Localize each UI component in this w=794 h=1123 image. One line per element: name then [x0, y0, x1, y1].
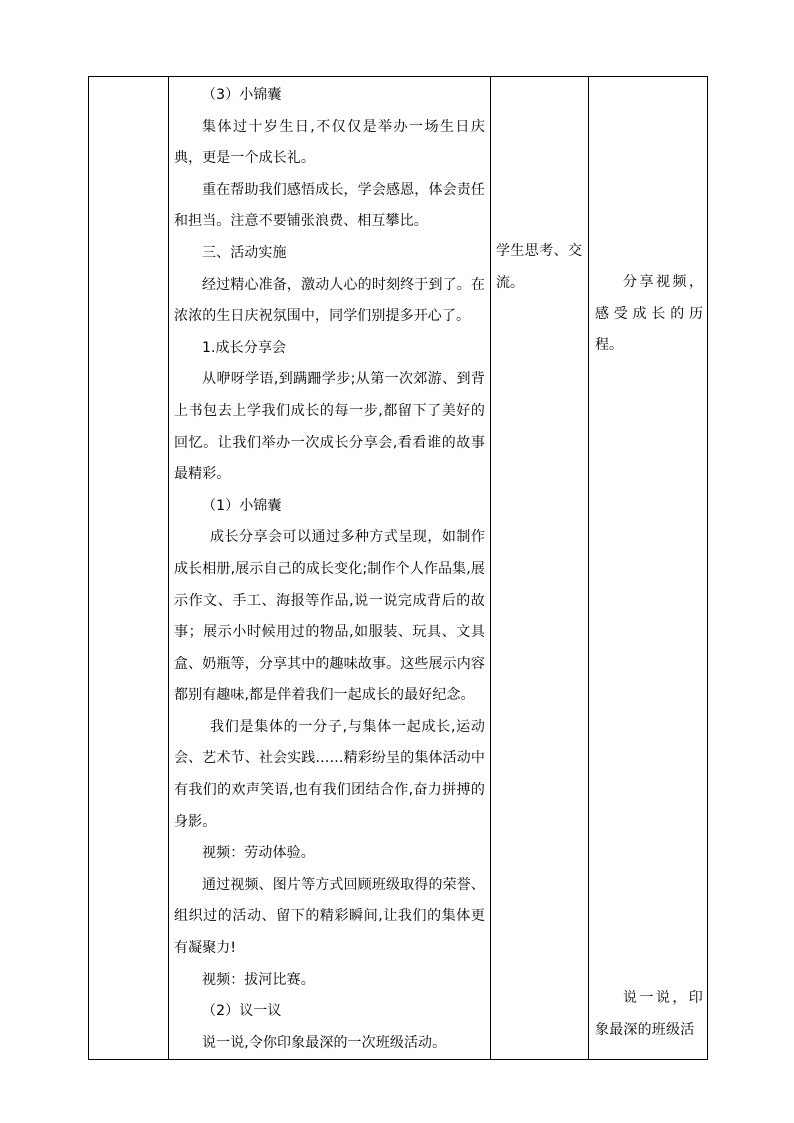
lesson-plan-table	[88, 76, 708, 1060]
design-intent-cell	[589, 77, 708, 1060]
teaching-process-content	[169, 77, 490, 1059]
student-activity-note: 学生思考、交流。	[496, 243, 582, 291]
paragraph-p9: 成长分享会可以通过多种方式呈现，如制作成长相册,展示自己的成长变化;制作个人作品集,展示作文、手工、海报等作品,说一说完成背后的故事；展示小时候用过的物品,如服装、玩具、文具盒、奶瓶等，分享其中的趣味故事。这些展示内容都别有趣味,都是伴着我们一起成长的最好纪念。	[174, 529, 485, 704]
teaching-process-cell	[169, 77, 491, 1060]
paragraph-p5: 经过精心准备，激动人心的时刻终于到了。在浓浓的生日庆祝氛围中，同学们别提多开心了。	[174, 276, 485, 325]
paragraph-p4: 三、活动实施	[202, 244, 287, 261]
paragraph-p2: 集体过十岁生日,不仅仅是举办一场生日庆典，更是一个成长礼。	[174, 118, 485, 167]
paragraph-p11: 视频：劳动体验。	[202, 845, 315, 862]
paragraph-p7: 从咿呀学语,到蹒跚学步;从第一次郊游、到背上书包去上学我们成长的每一步,都留下了美好的回忆。让我们举办一次成长分享会,看看谁的故事最精彩。	[174, 371, 485, 483]
paragraph-p12: 通过视频、图片等方式回顾班级取得的荣誉、组织过的活动、留下的精彩瞬间,让我们的集体更有凝聚力!	[174, 876, 485, 957]
paragraph-p14: （2）议一议	[202, 1003, 282, 1020]
paragraph-p6: 1.成长分享会	[202, 339, 287, 356]
design-intent-note-1: 分享视频，感受成长的历程。	[595, 274, 703, 354]
paragraph-p13: 视频：拔河比赛。	[202, 971, 315, 988]
blank-column-cell	[89, 77, 169, 1060]
paragraph-p10: 我们是集体的一分子,与集体一起成长,运动会、艺术节、社会实践……精彩纷呈的集体活动中有我们的欢声笑语,也有我们团结合作,奋力拼搏的身影。	[174, 718, 485, 830]
paragraph-p1: （3）小锦囊	[202, 87, 282, 103]
paragraph-p8: （1）小锦囊	[202, 497, 282, 514]
table-row	[89, 77, 708, 1060]
paragraph-p3: 重在帮助我们感悟成长，学会感恩，体会责任和担当。注意不要铺张浪费、相互攀比。	[174, 181, 485, 230]
design-intent-note-2: 说一说，印象最深的班级活	[595, 990, 703, 1038]
student-activity-cell	[491, 77, 589, 1060]
paragraph-p15: 说一说,令你印象最深的一次班级活动。	[202, 1034, 447, 1051]
